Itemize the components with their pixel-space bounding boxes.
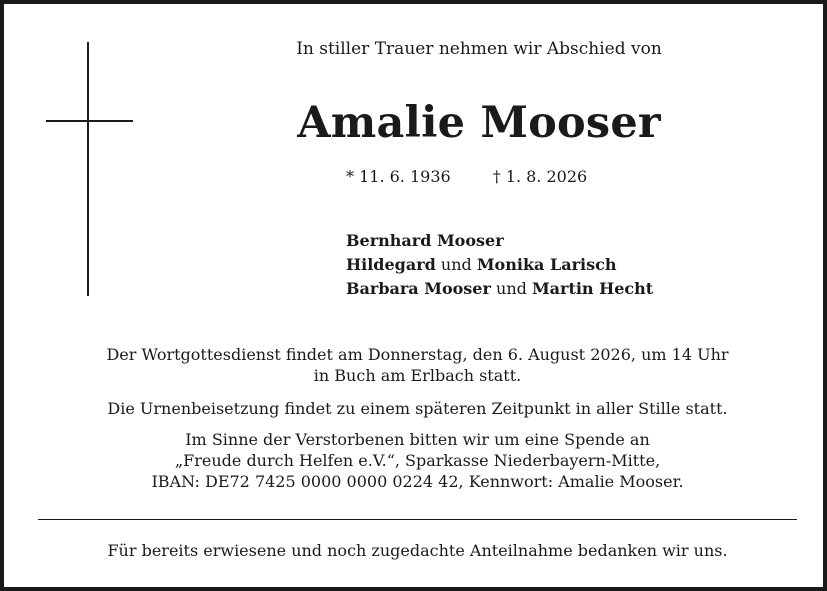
intro-text: In stiller Trauer nehmen wir Abschied von <box>296 39 662 59</box>
mourner-name: Monika Larisch <box>476 255 617 274</box>
mourner-connector: und <box>490 279 532 298</box>
mourner-line <box>346 277 653 301</box>
service-line: in Buch am Erlbach statt. <box>313 366 522 385</box>
mourner-name: Barbara Mooser <box>346 279 491 298</box>
donation-info <box>34 429 801 492</box>
cross-icon <box>87 42 89 296</box>
mourner-line <box>346 229 653 253</box>
service-line: Der Wortgottesdienst findet am Donnerstag, den 6. August 2026, um 14 Uhr <box>106 345 729 364</box>
life-dates <box>346 167 587 186</box>
deceased-name: Amalie Mooser <box>297 98 661 148</box>
mourners-list <box>346 229 653 301</box>
divider <box>38 519 797 520</box>
burial-info: Die Urnenbeisetzung findet zu einem späteren Zeitpunkt in aller Stille statt. <box>107 399 728 418</box>
donation-line: „Freude durch Helfen e.V.“, Sparkasse Niederbayern-Mitte, <box>174 451 661 470</box>
mourner-name: Martin Hecht <box>531 279 654 298</box>
death-date: † 1. 8. 2026 <box>492 167 588 186</box>
mourner-connector: und <box>435 255 477 274</box>
thanks-text: Für bereits erwiesene und noch zugedachte Anteilnahme bedanken wir uns. <box>107 541 728 560</box>
mourner-name: Hildegard <box>346 255 436 274</box>
mourner-name: Bernhard Mooser <box>346 231 504 250</box>
mourner-line <box>346 253 653 277</box>
donation-line: Im Sinne der Verstorbenen bitten wir um eine Spende an <box>185 430 650 449</box>
service-info <box>34 344 801 386</box>
birth-date: * 11. 6. 1936 <box>346 167 451 186</box>
donation-line: IBAN: DE72 7425 0000 0000 0224 42, Kennwort: Amalie Mooser. <box>151 472 684 491</box>
